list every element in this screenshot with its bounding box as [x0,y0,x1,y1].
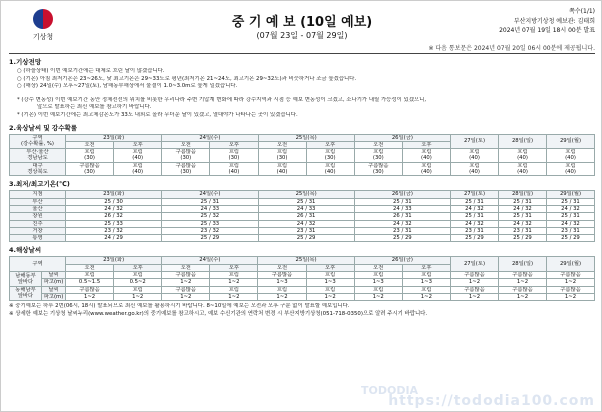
weather-cell: 구름많음 (30) [354,162,402,176]
table-cell: 흐림 [402,272,450,279]
land-weather-table [9,134,595,177]
table-cell: 흐림 [306,272,354,279]
table-cell: 흐림 [66,272,114,279]
table-cell: 25 / 31 [354,198,450,205]
table-cell: 흐림 [114,272,162,279]
weather-cell: 구름많음 (30) [66,162,114,176]
outlook-block [9,68,595,120]
table-cell: 1~2 [162,293,210,300]
temperature-table [9,190,595,242]
table-cell: 흐림 [402,286,450,293]
day-header: 29일(월) [547,257,595,272]
page-number: 쪽수(1/1) [569,8,595,15]
table-cell: 25 / 31 [499,198,547,205]
weather-cell: 흐림 (30) [354,149,402,163]
table-cell: 구름많음 [547,272,595,279]
weather-cell: 흐림 (30) [258,149,306,163]
table-cell: 25 / 29 [162,235,258,242]
section-title-marine: 4.해상날씨 [9,246,42,255]
table-row [10,279,595,286]
document-body [9,53,595,318]
table-cell: 파고(m) [42,279,66,286]
day-header: 23일(화) [66,134,162,141]
table-cell: 1~3 [354,279,402,286]
table-cell: 파고(m) [42,293,66,300]
weather-cell: 흐림 (40) [306,162,354,176]
pm-header: 오후 [306,141,354,148]
table-cell: 1~2 [547,293,595,300]
table-cell: 1~2 [114,293,162,300]
footer-line: ※ 상세한 예보는 기상청 날씨누리(www.weather.go.kr)의 중기예보를 참고하시고, 예보 수신기관의 연락처 변경 시 부산지방기상청(051-718-0350)으로 알려 주시기 바랍니다. [9,310,428,317]
table-header-cell: 오후 [210,264,258,271]
table-cell: 1~3 [306,279,354,286]
outlook-line: ○ (해상) 24일(수) 오후~27일(토), 남해동부해상에서 물결이 1.0~3.0m로 높게 일겠습니다. [17,83,238,90]
weather-cell: 흐림 (40) [547,162,595,176]
weather-cell: 구름많음 (30) [162,162,210,176]
table-cell: 23 / 31 [354,227,450,234]
table-cell: 26 / 31 [354,213,450,220]
weather-cell: 구름많음 (30) [162,149,210,163]
outlook-note: 앞으로 발표하는 최신 예보를 참고하기 바랍니다. [37,104,152,111]
day-header: 28일(일) [499,134,547,149]
table-cell: 24 / 33 [162,205,258,212]
table-cell: 1~2 [451,293,499,300]
day-header: 24일(수) [162,257,258,264]
am-header: 오전 [258,141,306,148]
table-cell: 23 / 32 [162,227,258,234]
table-cell: 24 / 32 [451,205,499,212]
weather-cell: 흐림 (40) [258,162,306,176]
table-cell: 구름많음 [547,286,595,293]
table-cell: 25 / 33 [66,220,162,227]
day-header: 27일(토) [451,191,499,198]
table-cell: 24 / 32 [547,205,595,212]
table-cell: 1~2 [499,279,547,286]
table-cell: 1~2 [162,279,210,286]
table-cell: 23 / 32 [66,227,162,234]
table-cell: 24 / 32 [258,220,354,227]
table-cell: 1~2 [210,293,258,300]
table-cell: 25 / 29 [258,235,354,242]
weather-cell: 흐림 (40) [547,149,595,163]
table-cell: 24 / 32 [547,220,595,227]
table-cell: 거창 [10,227,66,234]
table-cell: 흐림 [354,272,402,279]
pm-header: 오후 [114,141,162,148]
table-row [10,149,595,163]
table-cell: 1~2 [210,279,258,286]
table-cell: 23 / 31 [499,227,547,234]
day-header: 29일(월) [547,191,595,198]
table-cell: 24 / 33 [354,205,450,212]
table-cell: 0.5~2 [114,279,162,286]
day-header: 25일(목) [258,191,354,198]
day-header: 23일(화) [66,257,162,264]
pm-header: 오후 [402,141,450,148]
day-header: 26일(금) [354,191,450,198]
table-row [10,198,595,205]
table-header-cell: 오전 [162,264,210,271]
outlook-note: * (기온) 이번 예보기간에는 최고체감온도가 33도 내외로 올라 무더운 날이 있겠고, 열대야가 나타나는 곳이 있겠습니다. [17,111,298,118]
table-cell: 25 / 29 [451,235,499,242]
day-header: 28일(일) [499,191,547,198]
table-header-cell: 오후 [306,264,354,271]
table-cell: 25 / 31 [451,198,499,205]
region-cell: 남해동부 앞바다 [10,272,42,287]
table-cell: 25 / 30 [66,198,162,205]
table-cell: 구름많음 [451,272,499,279]
table-cell: 흐림 [210,286,258,293]
outlook-note: * (강수 변동성) 이번 예보기간 동안 정체전선의 위치를 비롯한 우리나라 주변 기압계 변화에 따라 강수지역과 시점 등 예보 변동성이 크겠고, 소나기가 내릴 가능성이 있겠으니, [17,96,427,103]
table-cell: 24 / 32 [354,220,450,227]
region-cell: 대구 경상북도 [10,162,66,176]
page-title: 중 기 예 보 (10일 예보) [231,15,373,30]
table-cell: 25 / 29 [354,235,450,242]
table-cell: 26 / 32 [66,213,162,220]
table-cell: 흐림 [210,272,258,279]
section-title-land: 2.육상날씨 및 강수확률 [9,123,78,132]
weather-cell: 흐림 (40) [499,149,547,163]
table-cell: 통영 [10,235,66,242]
table-cell: 25 / 31 [162,198,258,205]
table-cell: 부산 [10,198,66,205]
issued-time: 2024년 07월 19일 18시 00분 발표 [499,27,595,34]
table-header-cell: 오전 [258,264,306,271]
table-cell: 구름많음 [499,286,547,293]
region-header: 구역 [10,257,66,272]
table-cell: 구름많음 [451,286,499,293]
table-cell: 25 / 31 [499,213,547,220]
table-cell: 진주 [10,220,66,227]
day-header: 25일(목) [258,134,354,141]
table-row [10,205,595,212]
table-cell: 구름많음 [499,272,547,279]
table-row [10,293,595,300]
table-cell: 구름많음 [162,286,210,293]
region-cell: 부산·울산 경남남도 [10,149,66,163]
day-header: 23일(화) [66,191,162,198]
table-cell: 25 / 33 [162,220,258,227]
table-cell: 25 / 31 [258,198,354,205]
region-header: 구역 (강수확률, %) [10,134,66,149]
weather-cell: 흐림 (40) [402,162,450,176]
weather-cell: 흐림 (40) [451,162,499,176]
table-header-cell: 오전 [66,264,114,271]
weather-cell: 흐림 (40) [114,149,162,163]
table-header-cell: 오전 [354,264,402,271]
table-cell: 1~3 [402,279,450,286]
table-cell: 0.5~1.5 [66,279,114,286]
table-cell: 24 / 32 [66,205,162,212]
table-cell: 25 / 32 [162,213,258,220]
day-header: 24일(수) [162,134,258,141]
table-cell: 구름많음 [66,286,114,293]
day-header: 29일(월) [547,134,595,149]
table-cell: 1~2 [306,293,354,300]
table-cell: 울산 [10,205,66,212]
table-row [10,272,595,279]
table-cell: 흐림 [306,286,354,293]
issuing-office [499,17,595,35]
table-cell: 25 / 31 [451,213,499,220]
day-header: 25일(목) [258,257,354,264]
day-header: 24일(수) [162,191,258,198]
table-cell: 구름많음 [162,272,210,279]
section-title-outlook: 1.기상전망 [9,58,42,66]
table-cell: 1~2 [66,293,114,300]
table-header-cell: 오후 [114,264,162,271]
table-row [10,162,595,176]
table-cell: 24 / 32 [499,205,547,212]
next-publication: ※ 다음 통보문은 2024년 07월 20일 06시 00분에 제공됩니다. [428,45,595,52]
table-row [10,227,595,234]
watermark-url: https://tododia100.com [388,393,595,409]
table-cell: 날씨 [42,272,66,279]
day-header: 28일(일) [499,257,547,272]
table-cell: 23 / 31 [547,227,595,234]
weather-cell: 흐림 (40) [402,149,450,163]
table-cell: 24 / 33 [258,205,354,212]
table-row [10,235,595,242]
table-cell: 1~2 [402,293,450,300]
table-cell: 1~2 [547,279,595,286]
table-cell: 25 / 29 [499,235,547,242]
region-cell: 동해남부 앞바다 [10,286,42,301]
table-cell: 흐림 [114,286,162,293]
table-cell: 26 / 31 [258,213,354,220]
table-cell: 흐림 [354,286,402,293]
table-cell: 날씨 [42,286,66,293]
table-cell: 구름많음 [258,272,306,279]
forecast-period: (07월 23일 - 07월 29일) [256,31,348,40]
table-cell: 1~2 [451,279,499,286]
day-header: 27일(토) [451,257,499,272]
am-header: 오전 [354,141,402,148]
table-cell: 창원 [10,213,66,220]
table-cell: 24 / 29 [66,235,162,242]
office-forecaster: 부산지방기상청 예보관: 김태희 [513,18,595,25]
weather-cell: 흐림 (30) [66,149,114,163]
weather-cell: 흐림 (40) [451,149,499,163]
table-row [10,220,595,227]
watermark-text: TODODIA [361,384,419,397]
weather-cell: 흐림 (40) [210,162,258,176]
table-header-cell: 오후 [402,264,450,271]
pm-header: 오후 [210,141,258,148]
table-cell: 25 / 31 [547,213,595,220]
footer-notes [9,303,595,318]
section-title-temperature: 3.최저/최고기온(℃) [9,180,70,189]
table-cell: 25 / 29 [547,235,595,242]
table-cell: 24 / 32 [499,220,547,227]
table-cell: 23 / 31 [451,227,499,234]
marine-weather-table [9,256,595,301]
table-cell: 1~2 [354,293,402,300]
weather-cell: 흐림 (30) [210,149,258,163]
table-cell: 1~3 [258,279,306,286]
table-cell: 24 / 32 [451,220,499,227]
table-cell: 1~2 [258,293,306,300]
divider [9,53,595,54]
am-header: 오전 [162,141,210,148]
table-cell: 흐림 [258,286,306,293]
day-header: 26일(금) [354,257,450,264]
day-header: 27일(토) [451,134,499,149]
table-cell: 23 / 31 [258,227,354,234]
table-row [10,213,595,220]
day-header: 26일(금) [354,134,450,141]
weather-cell: 흐림 (40) [499,162,547,176]
outlook-line: ○ (하늘상태) 이번 예보기간에는 대체로 흐린 날이 많겠습니다. [17,68,165,74]
am-header: 오전 [66,141,114,148]
weather-cell: 흐림 (30) [306,149,354,163]
logo-text: 기상청 [32,33,54,41]
table-cell: 1~2 [499,293,547,300]
table-cell: 25 / 31 [547,198,595,205]
region-header: 지점 [10,191,66,198]
weather-cell: 흐림 (40) [114,162,162,176]
footer-line: ※ 중기예보는 하루 2번(06시, 18시) 발표되므로 최신 예보를 활용하시기 바랍니다. 8~10일에 예보는 오전과 오후 구분 없이 발표할 예보입니다. [9,303,350,310]
outlook-line: ○ (기온) 아침 최저기온은 23~26도, 낮 최고기온은 29~33도로 평년(최저기온 21~24도, 최고기온 29~32도)과 비슷하거나 조금 높겠습니다. [17,75,357,82]
table-row [10,286,595,293]
